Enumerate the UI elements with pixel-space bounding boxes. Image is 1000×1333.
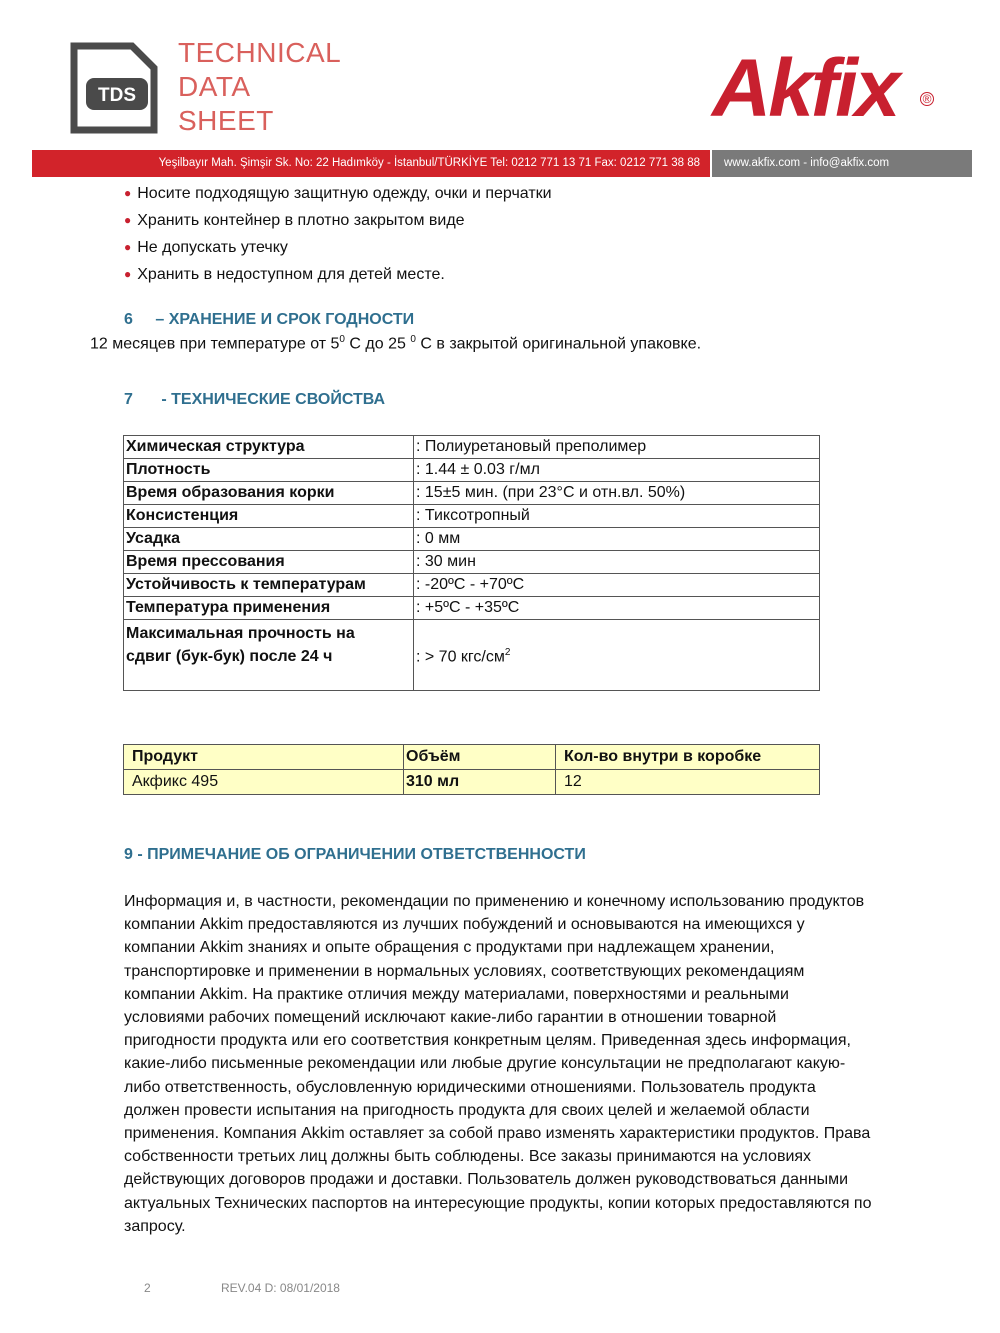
technical-properties-table: [123, 435, 820, 691]
table-row: Усадка : 0 мм: [124, 528, 820, 551]
table-header-row: Продукт Объём Кол-во внутри в коробке: [124, 745, 820, 770]
tds-document-icon: [70, 42, 162, 134]
bullet-icon: ●: [124, 267, 132, 281]
registered-mark: ®: [920, 92, 934, 106]
table-row: Температура применения : +5ºC - +35ºC: [124, 597, 820, 620]
safety-bullet-list: [124, 180, 552, 288]
table-row: Время образования корки : 15±5 мин. (при 23°С и отн.вл. 50%): [124, 482, 820, 505]
revision-date: REV.04 D: 08/01/2018: [221, 1281, 340, 1295]
tds-badge-text: TDS: [98, 85, 136, 106]
disclaimer-text: Информация и, в частности, рекомендации по применению и конечному использованию продуктов компании Akkim предоставляются из лучших побуждений и основываются на имеющихся у компании Akkim знаниях и опыте обращения с продуктами при надлежащем хранении, транспортировке и применении в нормальных условиях, соответствующих рекомендациям компании Akkim. На практике отличия между материалами, поверхностями и реальными условиями рабочих помещений исключают какие-либо гарантии в отношении товарной пригодности продукта или его соответствия конкретным целям. Приведенная здесь информация, какие-либо письменные рекомендации или любые другие консультации не предполагают какую- либо ответственность, обусловленную юридическими отношениями. Пользователь продукта должен провести испытания на пригодность продукта для своих целей и желаемой области применения. Компания Akkim оставляет за собой право изменять характеристики продуктов. Права собственности третьих лиц должны быть соблюдены. Все заказы принимаются на условиях действующих договоров продажи и доставки. Пользователь должен руководствоваться данными актуальных Технических паспортов на интересующие продукты, копии которых предоставляются по запросу.: [124, 893, 872, 1235]
document-type-title: [178, 36, 341, 138]
list-item: ● Не допускать утечку: [124, 239, 288, 256]
table-row: Устойчивость к температурам : -20ºC - +70ºC: [124, 574, 820, 597]
section-number: 6: [124, 311, 133, 328]
storage-text: 12 месяцев при температуре от $5^0$ С до 25 $^0$ С в закрытой оригинальной упаковке.: [90, 334, 702, 353]
title-line: SHEET: [178, 105, 274, 136]
bullet-icon: ●: [124, 240, 132, 254]
title-line: TECHNICAL: [178, 37, 342, 68]
section-7-heading: [124, 391, 385, 409]
title-line: DATA: [178, 71, 251, 102]
table-row: Химическая структура : Полиуретановый преполимер: [124, 436, 820, 459]
contact-bar: www.akfix.com - info@akfix.com: [712, 150, 972, 177]
table-row: Акфикс 495 310 мл 12: [124, 770, 820, 795]
address-bar: Yeşilbayır Mah. Şimşir Sk. No: 22 Hadımköy - İstanbul/TÜRKİYE Tel: 0212 771 13 71 Fax: 0212 771 38 88: [32, 150, 710, 177]
list-item: ● Носите подходящую защитную одежду, очки и перчатки: [124, 185, 552, 202]
product-packaging-table: [123, 744, 820, 795]
section-number: 7: [124, 391, 133, 408]
section-title: – ХРАНЕНИЕ И СРОК ГОДНОСТИ: [155, 311, 415, 328]
table-row: Время прессования : 30 мин: [124, 551, 820, 574]
section-9-heading: 9 - ПРИМЕЧАНИЕ ОБ ОГРАНИЧЕНИИ ОТВЕТСТВЕННОСТИ: [124, 846, 586, 863]
bullet-icon: ●: [124, 213, 132, 227]
section-title: - ТЕХНИЧЕСКИЕ СВОЙСТВА: [161, 391, 386, 408]
table-row: Консистенция : Тиксотропный: [124, 505, 820, 528]
list-item: ● Хранить в недоступном для детей месте.: [124, 266, 445, 283]
page-number: 2: [144, 1281, 151, 1295]
section-6-heading: [124, 311, 414, 329]
list-item: ● Хранить контейнер в плотно закрытом виде: [124, 212, 465, 229]
table-row: Максимальная прочность на сдвиг (бук-бук) после 24 ч : > 70 кгс/$см^2$: [124, 620, 820, 691]
table-row: Плотность : 1.44 ± 0.03 г/мл: [124, 459, 820, 482]
brand-logo: Akfix: [712, 43, 898, 134]
bullet-icon: ●: [124, 186, 132, 200]
